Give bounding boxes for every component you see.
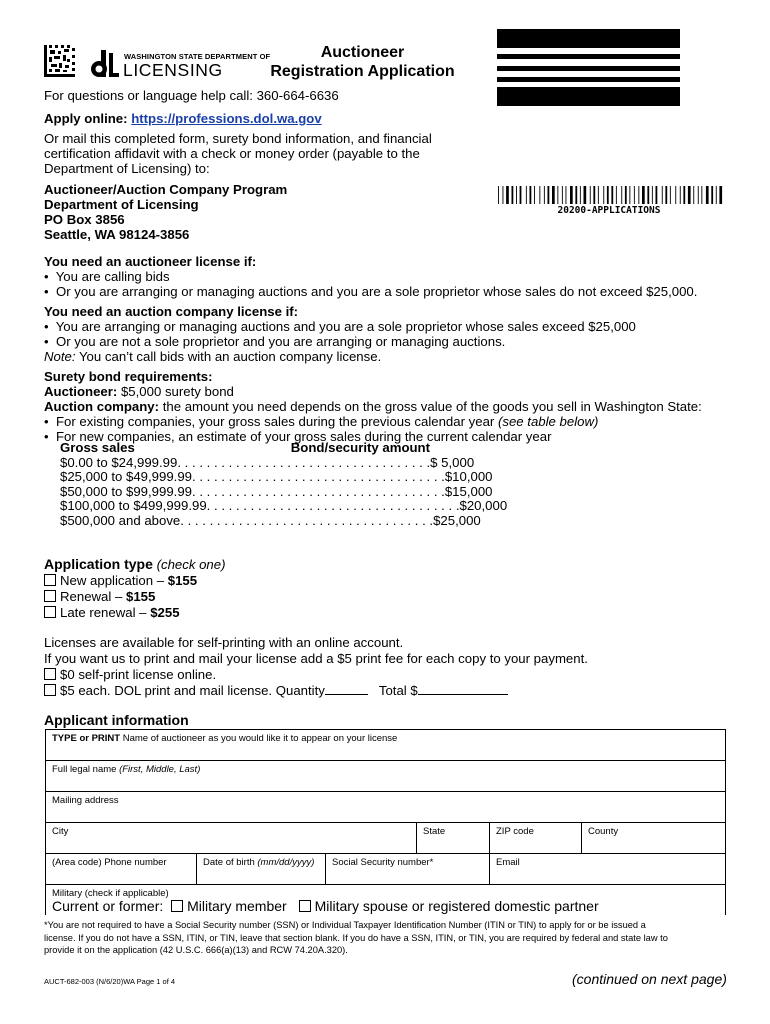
option-late-renewal[interactable]: Late renewal – $255 xyxy=(44,605,225,621)
note-line: Note: You can’t call bids with an auction company license. xyxy=(44,349,382,364)
gross-table-row: $500,000 and above . . . . . . . . . . . . . . . . . . . . . . . . . . . . . . . . . . . $25,000 xyxy=(60,512,481,528)
application-type-section xyxy=(44,556,225,621)
section-heading: Application type xyxy=(44,556,153,572)
checkbox[interactable] xyxy=(44,684,56,696)
phone-field[interactable]: (Area code) Phone number xyxy=(46,854,197,884)
mailing-address-block xyxy=(44,182,287,242)
section-heading: Surety bond requirements: xyxy=(44,369,213,384)
gross-table-header xyxy=(60,441,430,456)
office-bar xyxy=(497,87,680,106)
form-row xyxy=(46,761,725,792)
auctioneer-license-section xyxy=(44,254,697,299)
help-phone-text: For questions or language help call: 360-664-6636 xyxy=(44,88,339,103)
gross-col-header: Gross sales xyxy=(60,440,135,455)
gross-table-row: $0.00 to $24,999.99 . . . . . . . . . . . . . . . . . . . . . . . . . . . . . . . . . . . $ 5,000 xyxy=(60,454,475,470)
form-title-line1: Auctioneer xyxy=(320,44,405,61)
logo-licensing-text: LICENSING xyxy=(123,60,223,80)
total-field[interactable] xyxy=(418,694,508,695)
checkbox[interactable] xyxy=(44,590,56,602)
print-info-line: Licenses are available for self-printing with an online account. xyxy=(44,635,404,650)
logo-department-text: WASHINGTON STATE DEPARTMENT OF xyxy=(124,52,271,61)
qr-code-icon xyxy=(44,45,75,77)
bullet-item: • You are arranging or managing auctions and you are a sole proprietor whose sales exceed $25,000 xyxy=(44,319,636,334)
office-bar xyxy=(497,54,680,59)
mail-text-line: Department of Licensing) to: xyxy=(44,161,210,176)
section-heading: Applicant information xyxy=(44,712,189,728)
form-row xyxy=(46,823,725,854)
office-bar xyxy=(497,29,680,48)
gross-table-row: $25,000 to $49,999.99 . . . . . . . . . . . . . . . . . . . . . . . . . . . . . . . . . . . $10,000 xyxy=(60,469,493,484)
checkbox[interactable] xyxy=(44,574,56,586)
form-title-line2: Registration Application xyxy=(270,63,455,80)
ssn-footnote xyxy=(44,919,734,957)
address-line: Auctioneer/Auction Company Program xyxy=(44,182,288,197)
bullet-item: • For new companies, an estimate of your gross sales during the current calendar year xyxy=(44,429,552,444)
military-label: Military (check if applicable) xyxy=(52,888,169,899)
option-dol-print[interactable]: $5 each. DOL print and mail license. Quantity Total $ xyxy=(44,683,588,699)
office-bar xyxy=(497,77,680,82)
city-field[interactable]: City xyxy=(46,823,417,853)
bullet-item: • For existing companies, your gross sales during the previous calendar year (see table below) xyxy=(44,414,599,429)
barcode-label: 20200-APPLICATIONS xyxy=(557,205,661,216)
bullet-item: • Or you are arranging or managing auctions and you are a sole proprietor whose sales do not exceed $25,000. xyxy=(44,284,698,299)
footnote-line: *You are not required to have a Social Security number (SSN) or Individual Taxpayer Identification Number (ITIN or TIN) to apply for or be issued a xyxy=(44,920,646,930)
military-spouse-checkbox[interactable] xyxy=(299,900,311,912)
surety-section xyxy=(44,369,702,444)
office-bar xyxy=(497,66,680,71)
print-options-section xyxy=(44,635,588,699)
surety-company-line: Auction company: the amount you need depends on the gross value of the goods you sell in Washington State: xyxy=(44,399,702,414)
footnote-line: provide it on the application (42 U.S.C. 666(a)(13) and RCW 74.20A.320). xyxy=(44,945,348,955)
option-new-application[interactable]: New application – $155 xyxy=(44,573,225,589)
legal-name-field[interactable]: Full legal name (First, Middle, Last) xyxy=(52,764,201,775)
apply-online-line xyxy=(44,111,322,126)
state-field[interactable]: State xyxy=(417,823,490,853)
barcode-icon xyxy=(498,186,720,204)
bond-col-header: Bond/security amount xyxy=(290,440,430,455)
checkbox[interactable] xyxy=(44,606,56,618)
section-heading: You need an auctioneer license if: xyxy=(44,254,257,269)
print-info-line: If you want us to print and mail your license add a $5 print fee for each copy to your payment. xyxy=(44,651,588,666)
ssn-field[interactable]: Social Security number* xyxy=(326,854,490,884)
bullet-item: • You are calling bids xyxy=(44,269,170,284)
form-title xyxy=(255,43,470,81)
military-options: Current or former: Military member Military spouse or registered domestic partner xyxy=(52,898,599,914)
gross-table-row: $100,000 to $499,999.99 . . . . . . . . . . . . . . . . . . . . . . . . . . . . . . . . . . . $20,000 xyxy=(60,498,508,513)
address-line: Department of Licensing xyxy=(44,197,199,212)
gross-table-row: $50,000 to $99,999.99 . . . . . . . . . . . . . . . . . . . . . . . . . . . . . . . . . . . $15,000 xyxy=(60,483,493,499)
form-row xyxy=(46,854,725,885)
address-line: PO Box 3856 xyxy=(44,212,125,227)
company-license-section xyxy=(44,304,636,364)
apply-online-link[interactable]: https://professions.dol.wa.gov xyxy=(131,111,322,126)
mailing-address-field[interactable]: Mailing address xyxy=(52,795,119,806)
continued-note: (continued on next page) xyxy=(572,971,727,987)
mail-instructions xyxy=(44,131,432,176)
document-number: AUCT-682-003 (N/6/20)WA Page 1 of 4 xyxy=(44,977,176,986)
app-type-hint: (check one) xyxy=(156,557,226,572)
option-self-print[interactable]: $0 self-print license online. xyxy=(44,667,588,683)
email-field[interactable]: Email xyxy=(496,857,520,868)
mail-text-line: Or mail this completed form, surety bond information, and financial xyxy=(44,131,432,146)
gross-sales-table xyxy=(60,440,508,528)
footnote-line: license. If you do not have a SSN, ITIN, or TIN, leave that section blank. If you do have a SSN, ITIN, or TIN, you are required by federal and state law to xyxy=(44,932,668,943)
quantity-field[interactable] xyxy=(325,694,368,695)
military-member-checkbox[interactable] xyxy=(171,900,183,912)
section-heading: You need an auction company license if: xyxy=(44,304,299,319)
option-renewal[interactable]: Renewal – $155 xyxy=(44,589,225,605)
zip-field[interactable]: ZIP code xyxy=(490,823,582,853)
auctioneer-name-field[interactable]: TYPE or PRINT Name of auctioneer as you would like it to appear on your license xyxy=(52,733,398,744)
surety-auctioneer-line: Auctioneer: $5,000 surety bond xyxy=(44,384,234,399)
form-row xyxy=(46,792,725,823)
county-field[interactable]: County xyxy=(588,826,619,837)
checkbox[interactable] xyxy=(44,668,56,680)
apply-online-label: Apply online: xyxy=(44,111,128,126)
mail-text-line: certification affidavit with a check or money order (payable to the xyxy=(44,146,420,161)
dob-field[interactable]: Date of birth (mm/dd/yyyy) xyxy=(197,854,326,884)
form-row xyxy=(46,730,725,761)
applicant-form xyxy=(45,729,726,915)
dol-logo-icon xyxy=(90,50,120,78)
military-row xyxy=(46,885,725,915)
bullet-item: • Or you are not a sole proprietor and you are arranging or managing auctions. xyxy=(44,334,506,349)
address-line: Seattle, WA 98124-3856 xyxy=(44,227,190,242)
